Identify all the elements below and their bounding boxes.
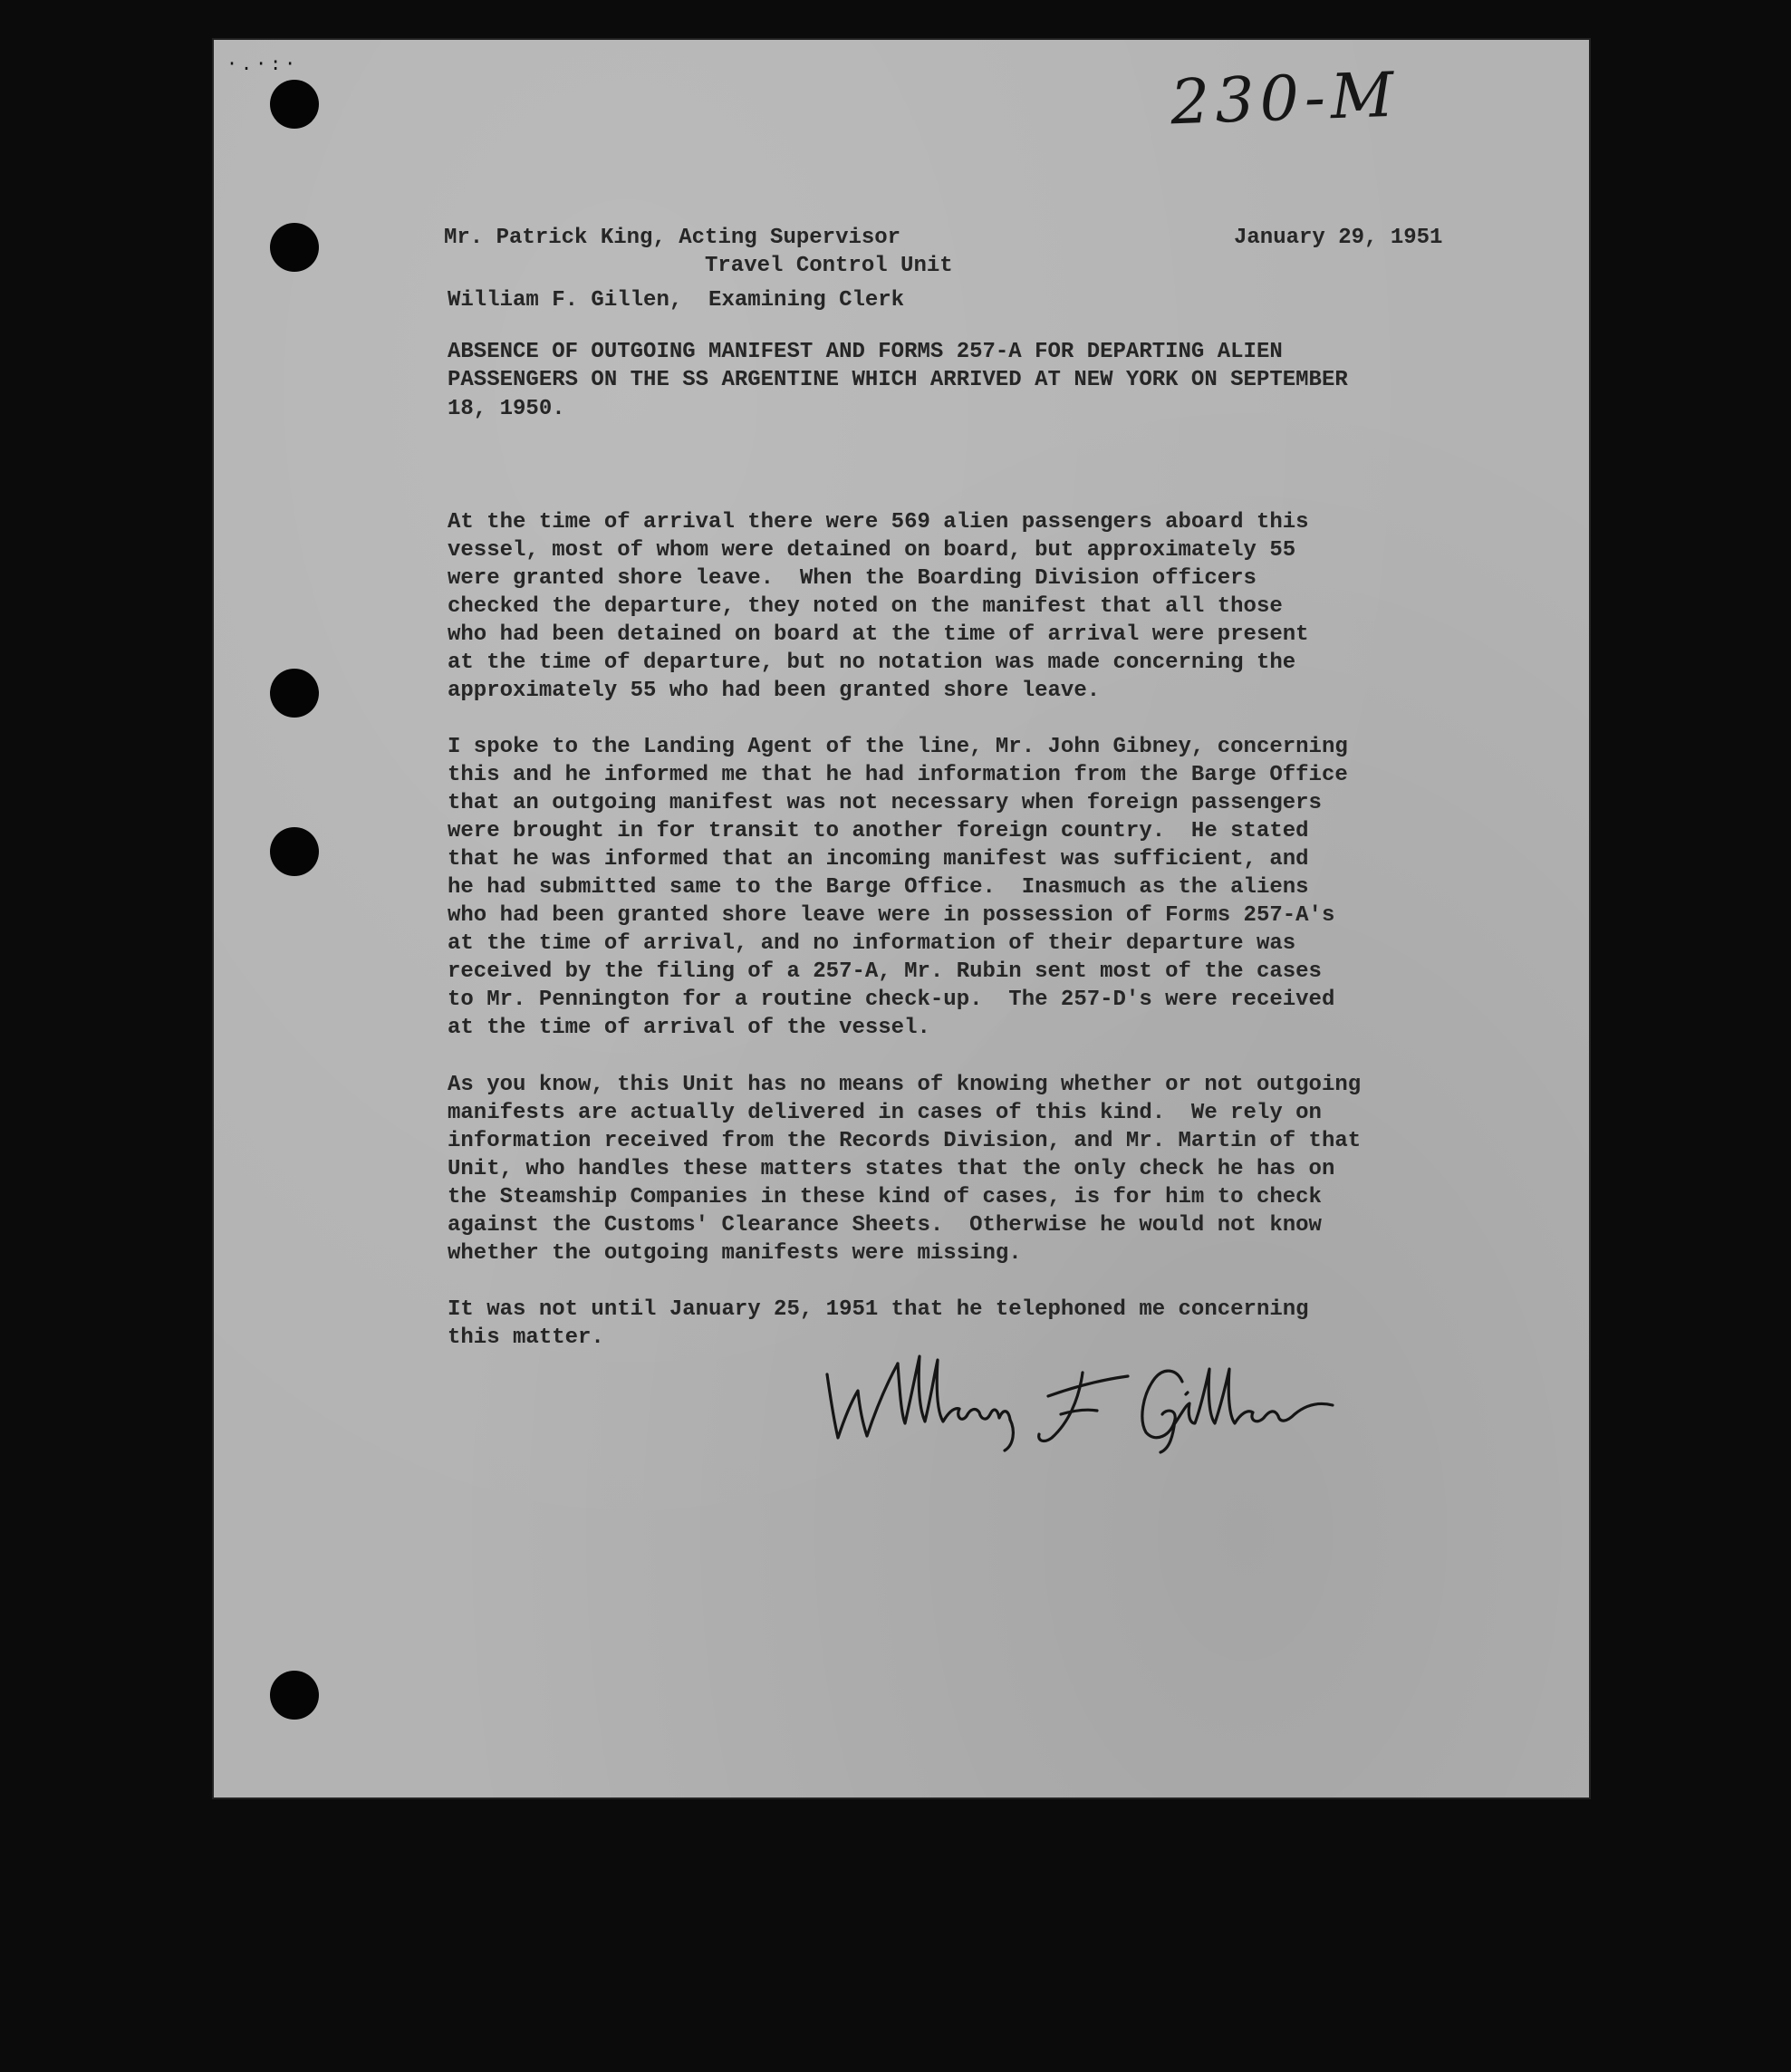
punch-hole [270,80,319,129]
text-line: who had been detained on board at the time of arrival were present [448,622,1309,647]
text-line: he had submitted same to the Barge Office. Inasmuch as the aliens [448,875,1309,900]
subject-line: ABSENCE OF OUTGOING MANIFEST AND FORMS 257-A FOR DEPARTING ALIEN [448,340,1283,364]
text-line: who had been granted shore leave were in possession of Forms 257-A's [448,903,1335,928]
text-line: Unit, who handles these matters states that the only check he has on [448,1157,1335,1181]
text-line: were granted shore leave. When the Boarding Division officers [448,566,1257,591]
body-paragraph [448,1043,1361,1267]
text-line: this and he informed me that he had information from the Barge Office [448,763,1348,787]
text-line: whether the outgoing manifests were missing. [448,1241,1022,1266]
text-line: It was not until January 25, 1951 that he telephoned me concerning [448,1297,1309,1322]
handwritten-signature [811,1336,1372,1454]
addressee-unit-line: Travel Control Unit [705,254,953,278]
text-line: the Steamship Companies in these kind of cases, is for him to check [448,1185,1322,1209]
body-paragraph [448,705,1348,1042]
subject-line: PASSENGERS ON THE SS ARGENTINE WHICH ARRIVED AT NEW YORK ON SEPTEMBER [448,368,1348,392]
text-line: I spoke to the Landing Agent of the line, Mr. John Gibney, concerning [448,735,1348,759]
punch-hole [270,223,319,272]
addressee-line: Mr. Patrick King, Acting Supervisor [444,226,901,250]
text-line: vessel, most of whom were detained on board, but approximately 55 [448,538,1296,563]
text-line: at the time of arrival, and no information of their departure was [448,931,1296,956]
punch-hole [270,827,319,876]
text-line: at the time of arrival of the vessel. [448,1016,930,1040]
text-line: at the time of departure, but no notation was made concerning the [448,651,1296,675]
sender-line: William F. Gillen, Examining Clerk [448,288,905,313]
text-line: manifests are actually delivered in cases of this kind. We rely on [448,1101,1322,1125]
body-paragraph [448,480,1309,705]
text-line: that he was informed that an incoming manifest was sufficient, and [448,847,1309,872]
subject-line: 18, 1950. [448,397,565,421]
punch-hole [270,669,319,718]
text-line: against the Customs' Clearance Sheets. Otherwise he would not know [448,1213,1322,1238]
scan-specks: ·.·:· [226,53,300,74]
letter-date: January 29, 1951 [1234,226,1443,250]
text-line: that an outgoing manifest was not necessary when foreign passengers [448,791,1322,815]
text-line: to Mr. Pennington for a routine check-up. The 257-D's were received [448,988,1335,1012]
text-line: received by the filing of a 257-A, Mr. Rubin sent most of the cases [448,959,1322,984]
text-line: this matter. [448,1325,604,1350]
text-line: At the time of arrival there were 569 alien passengers aboard this [448,510,1309,535]
text-line: approximately 55 who had been granted shore leave. [448,679,1101,703]
text-line: As you know, this Unit has no means of knowing whether or not outgoing [448,1073,1362,1097]
punch-hole [270,1671,319,1720]
text-line: checked the departure, they noted on the manifest that all those [448,594,1283,619]
text-line: were brought in for transit to another foreign country. He stated [448,819,1309,843]
handwritten-file-number: 230-M [1169,59,1401,140]
text-line: information received from the Records Division, and Mr. Martin of that [448,1129,1362,1153]
